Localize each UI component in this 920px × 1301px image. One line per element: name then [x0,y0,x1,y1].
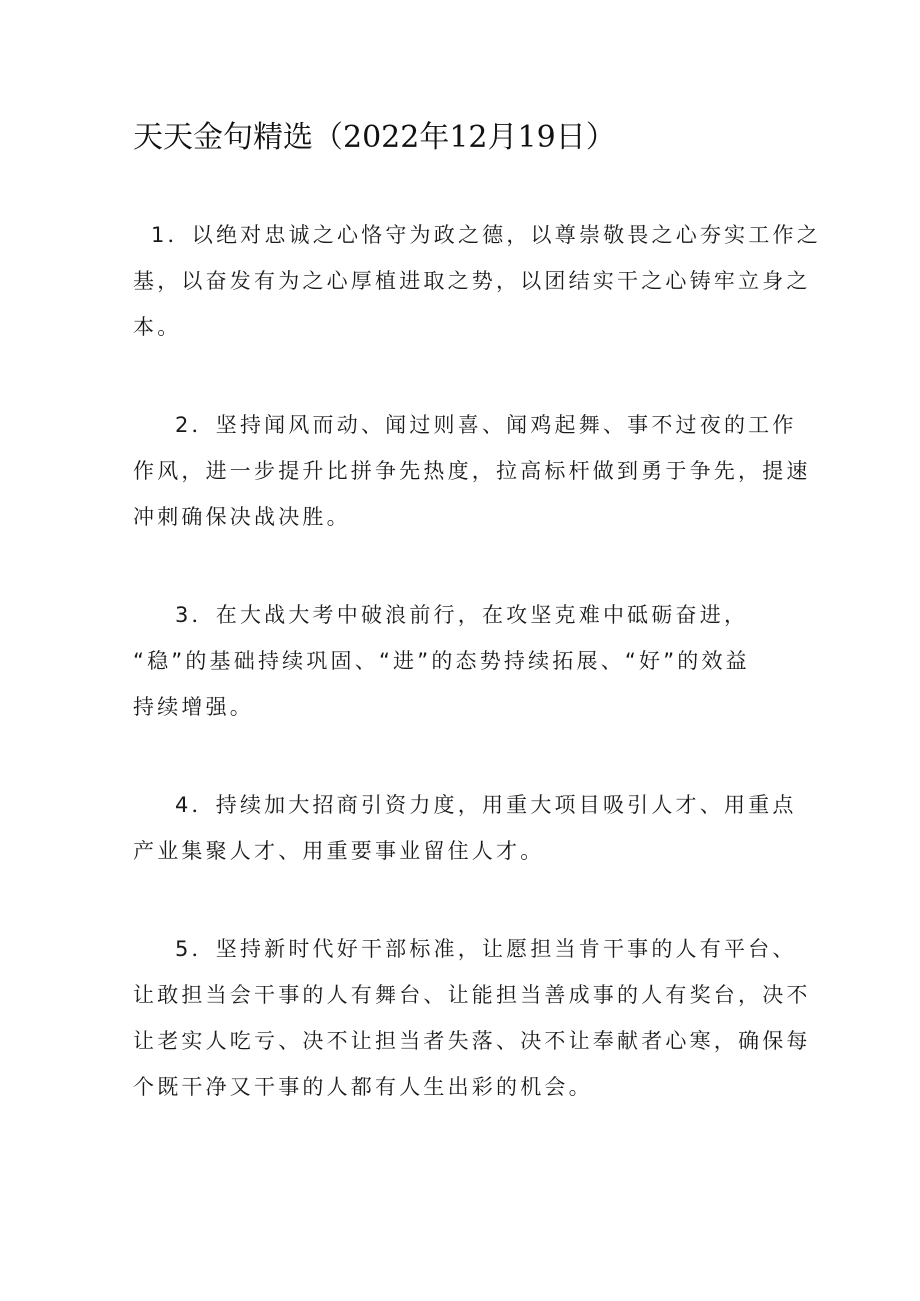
paragraph-line: 冲刺确保决战决胜。 [133,505,351,529]
paragraph-line: 个既干净又干事的人都有人生出彩的机会。 [133,1075,593,1099]
paragraph-line: 本。 [133,315,182,339]
paragraph-line: 5．坚持新时代好干部标准，让愿担当肯干事的人有平台、 [175,937,797,961]
paragraph-line: 基，以奋发有为之心厚植进取之势，以团结实干之心铸牢立身之 [133,269,811,293]
quote-paragraph-5 [133,926,811,1110]
paragraph-line: 持续增强。 [133,695,254,719]
paragraph-line: 4．持续加大招商引资力度，用重大项目吸引人才、用重点 [175,793,797,817]
paragraph-line: 产业集聚人才、用重要事业留住人才。 [133,839,545,863]
quote-paragraph-4 [133,782,797,874]
paragraph-line: 让老实人吃亏、决不让担当者失落、决不让奉献者心寒，确保每 [133,1029,811,1053]
paragraph-line: 2．坚持闻风而动、闻过则喜、闻鸡起舞、事不过夜的工作 [175,413,797,437]
document-title: 天天金句精选（2022年12月19日） [133,120,616,155]
paragraph-line: 让敢担当会干事的人有舞台、让能担当善成事的人有奖台，决不 [133,983,811,1007]
quote-paragraph-1 [133,212,821,350]
quote-paragraph-3 [133,592,793,730]
paragraph-line: 作风，进一步提升比拼争先热度，拉高标杆做到勇于争先，提速 [133,459,811,483]
paragraph-line: 3．在大战大考中破浪前行，在攻坚克难中砥砺奋进， [175,603,749,627]
paragraph-line: 1．以绝对忠诚之心恪守为政之德，以尊崇敬畏之心夯实工作之 [151,223,821,247]
paragraph-line: “稳”的基础持续巩固、“进”的态势持续拓展、“好”的效益 [133,649,750,673]
quote-paragraph-2 [133,402,811,540]
